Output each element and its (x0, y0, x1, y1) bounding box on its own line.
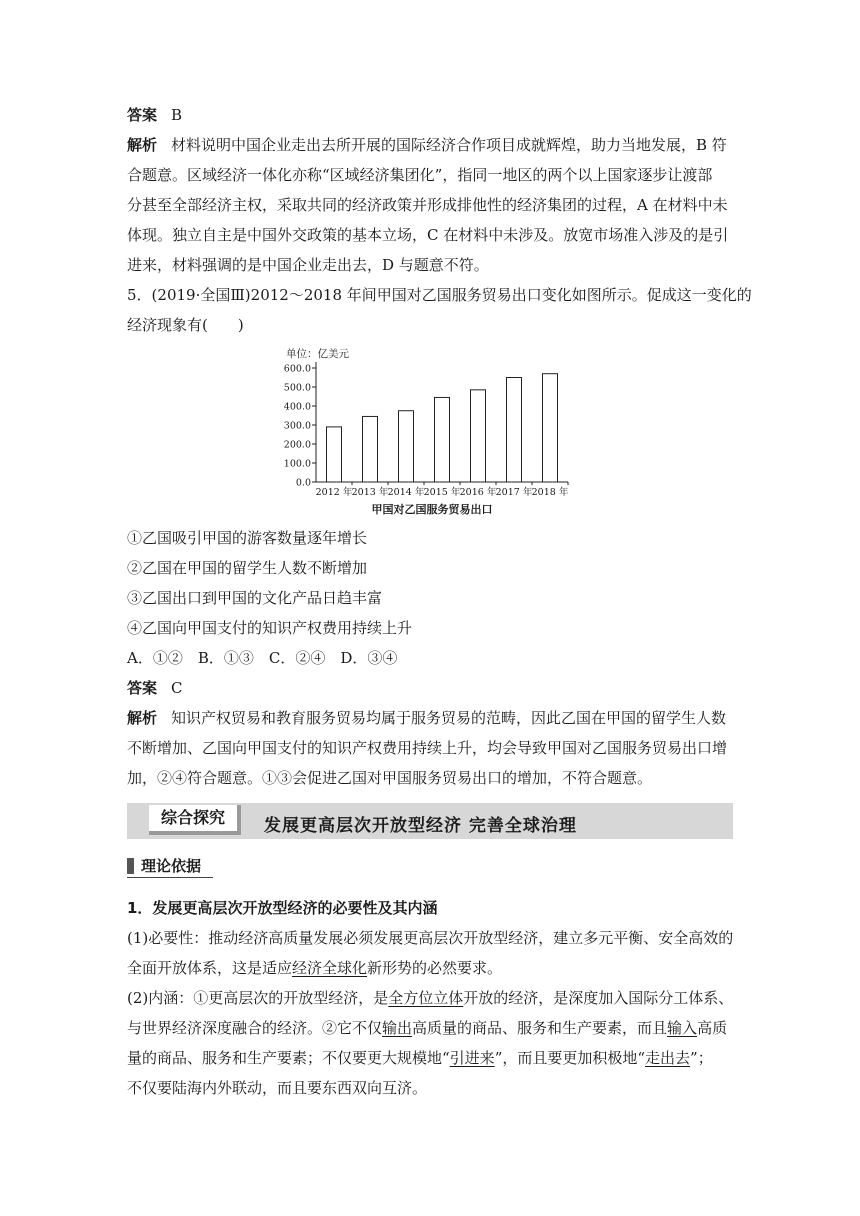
question-5-line-2: 经济现象有( ) (127, 316, 244, 334)
y-tick-label: 100.0 (283, 458, 311, 470)
x-tick-label: 2017 年 (495, 487, 533, 498)
underlined-term: 输入 (667, 1019, 698, 1037)
question-5-line-1: 5．(2019·全国Ⅲ)2012～2018 年间甲国对乙国服务贸易出口变化如图所示。促成这一变化的 (127, 286, 752, 304)
option-3: ③乙国出口到甲国的文化产品日趋丰富 (127, 589, 383, 607)
text: ”； (690, 1049, 713, 1067)
y-tick-label: 0.0 (295, 477, 311, 489)
text: 开放的经济，是深度加入国际分工体系、 (463, 989, 734, 1007)
underlined-term: 引进来 (449, 1049, 495, 1067)
analysis-label: 解析 (127, 136, 158, 154)
analysis-text: 材料说明中国企业走出去所开展的国际经济合作项目成就辉煌，助力当地发展，B 符 (171, 136, 727, 154)
analysis-2-line-1 (127, 708, 726, 728)
underlined-term: 走出去 (645, 1049, 691, 1067)
chart-unit-label: 单位：亿美元 (286, 348, 349, 360)
theory-heading: 1．发展更高层次开放型经济的必要性及其内涵 (127, 899, 438, 917)
chart-title: 甲国对乙国服务贸易出口 (371, 503, 493, 516)
bar-2015年 (435, 397, 450, 482)
bar-2018年 (543, 374, 558, 482)
analysis-2-line-3: 加，②④符合题意。①③会促进乙国对甲国服务贸易出口的增加，不符合题意。 (127, 769, 653, 787)
analysis-2-line-2: 不断增加、乙国向甲国支付的知识产权费用持续上升，均会导致甲国对乙国服务贸易出口增 (127, 739, 728, 757)
analysis-1-line-1 (127, 135, 727, 155)
analysis-1-line-4: 体现。独立自主是中国外交政策的基本立场，C 在材料中未涉及。放宽市场准入涉及的是引 (127, 226, 729, 244)
answer-label: 答案 (127, 106, 158, 124)
banner-title: 发展更高层次开放型经济 完善全球治理 (264, 816, 577, 836)
theory-p2-line-4: 不仅要陆海内外联动，而且要东西双向互济。 (127, 1079, 428, 1097)
y-tick-label: 500.0 (283, 382, 311, 394)
bar-2012年 (327, 427, 342, 482)
text: 量的商品、服务和生产要素；不仅要更大规模地“ (127, 1049, 450, 1067)
text: 全面开放体系，这是适应 (127, 959, 293, 977)
underlined-term: 经济全球化 (292, 959, 368, 977)
bar-2017年 (507, 378, 522, 483)
section-banner (127, 803, 733, 839)
text: 高质 (697, 1019, 728, 1037)
bar-chart (0, 338, 860, 518)
analysis-text: 知识产权贸易和教育服务贸易均属于服务贸易的范畴，因此乙国在甲国的留学生人数 (171, 709, 727, 727)
theory-p2-line-3 (127, 1048, 713, 1068)
theory-p1-line-1: (1)必要性：推动经济高质量发展必须发展更高层次开放型经济，建立多元平衡、安全高效的 (127, 929, 734, 947)
bar-2013年 (363, 416, 378, 482)
answer-2 (127, 678, 183, 698)
section-heading: 理论依据 (127, 855, 213, 878)
y-tick-label: 600.0 (283, 363, 311, 375)
option-4: ④乙国向甲国支付的知识产权费用持续上升 (127, 619, 413, 637)
x-tick-label: 2015 年 (423, 487, 461, 498)
bar-2014年 (399, 411, 414, 482)
x-tick-label: 2016 年 (459, 487, 497, 498)
analysis-1-line-3: 分甚至全部经济主权，采取共同的经济政策并形成排他性的经济集团的过程，A 在材料中未 (127, 196, 728, 214)
analysis-1-line-5: 进来，材料强调的是中国企业走出去，D 与题意不符。 (127, 256, 489, 274)
text: 高质量的商品、服务和生产要素，而且 (412, 1019, 668, 1037)
answer-value: C (171, 679, 183, 697)
bar-2016年 (471, 390, 486, 482)
option-2: ②乙国在甲国的留学生人数不断增加 (127, 559, 368, 577)
x-tick-label: 2012 年 (315, 487, 353, 498)
answer-value: B (171, 106, 183, 124)
y-tick-label: 400.0 (283, 401, 311, 413)
answer-label: 答案 (127, 679, 158, 697)
text: 与世界经济深度融合的经济。②它不仅 (127, 1019, 383, 1037)
y-tick-label: 200.0 (283, 439, 311, 451)
analysis-label: 解析 (127, 709, 158, 727)
text: (2)内涵：①更高层次的开放型经济，是 (127, 989, 389, 1007)
analysis-1-line-2: 合题意。区域经济一体化亦称“区域经济集团化”，指同一地区的两个以上国家逐步让渡部 (127, 166, 713, 184)
answer-1 (127, 105, 182, 125)
option-1: ①乙国吸引甲国的游客数量逐年增长 (127, 529, 368, 547)
x-tick-label: 2014 年 (387, 487, 425, 498)
y-tick-label: 300.0 (283, 420, 311, 432)
underlined-term: 全方位立体 (388, 989, 464, 1007)
theory-p1-line-2 (127, 958, 502, 978)
text: 新形势的必然要求。 (367, 959, 503, 977)
text: ”，而且要更加积极地“ (494, 1049, 646, 1067)
x-tick-label: 2018 年 (531, 487, 569, 498)
theory-p2-line-1 (127, 988, 733, 1008)
banner-tag: 综合探究 (149, 805, 241, 835)
theory-p2-line-2 (127, 1018, 727, 1038)
answer-choices: A．①② B．①③ C．②④ D．③④ (127, 649, 398, 667)
underlined-term: 输出 (382, 1019, 413, 1037)
x-tick-label: 2013 年 (351, 487, 389, 498)
